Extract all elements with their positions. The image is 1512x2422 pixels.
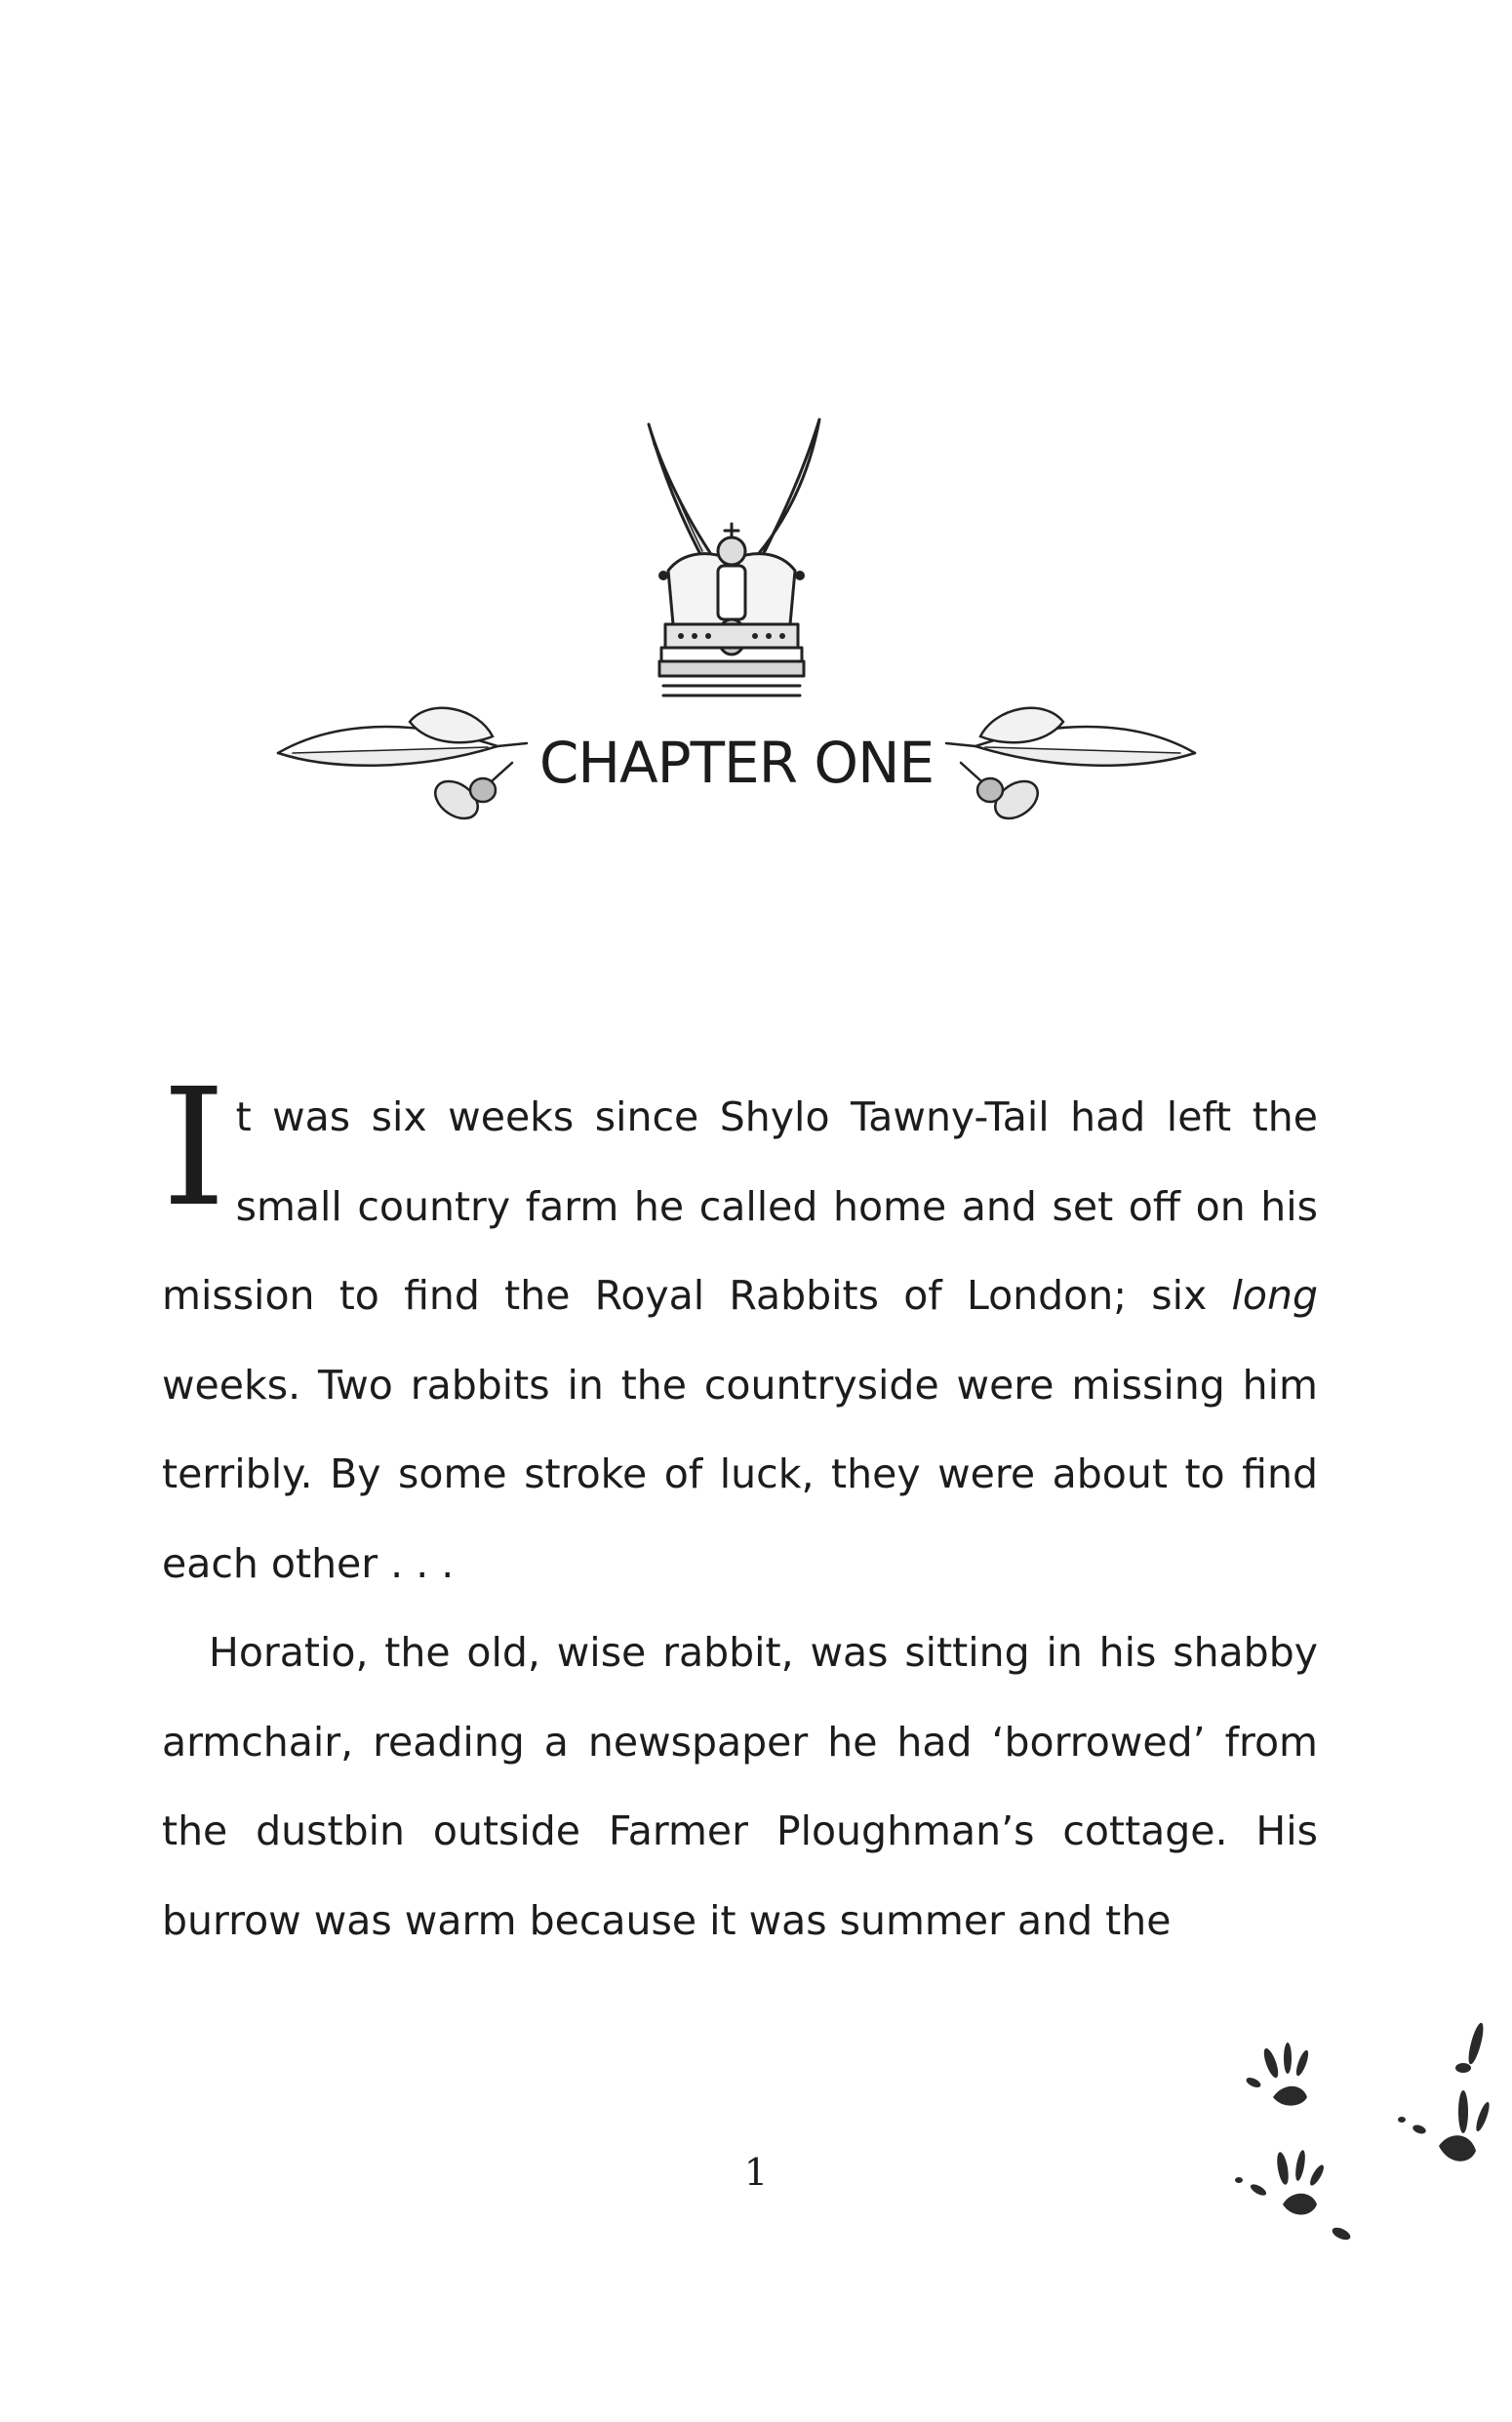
paragraph-1-text-b: weeks. Two rabbits in the countryside were missing him terribly. By some stroke of luck, they were about to find each other . . . [162, 1361, 1318, 1587]
oak-leaf-acorn-icon [932, 702, 1200, 849]
paragraph-2: Horatio, the old, wise rabbit, was sitting in his shabby armchair, reading a newspaper he had ‘borrowed’ from the dustbin outside Farmer Ploughman’s cottage. His burrow was warm because it was summer and the [162, 1629, 1318, 1944]
paragraph-1 [162, 1054, 1318, 1608]
paragraph-1-italic: long [1231, 1272, 1318, 1319]
chapter-body [162, 1054, 1318, 1965]
chapter-title: CHAPTER ONE [538, 730, 935, 796]
rabbit-footprints-icon [1214, 2005, 1512, 2297]
chapter-heading [273, 702, 1200, 849]
drop-cap: I [162, 1054, 226, 1243]
oak-leaf-acorn-icon [273, 702, 541, 849]
paragraph-1-text-a: t was six weeks since Shylo Tawny-Tail had left the small country farm he called home and set off on his mission to find the Royal Rabbits of London; six [162, 1093, 1318, 1319]
crown-with-rabbit-ears-icon [624, 415, 839, 712]
page-number: 1 [743, 2151, 769, 2194]
